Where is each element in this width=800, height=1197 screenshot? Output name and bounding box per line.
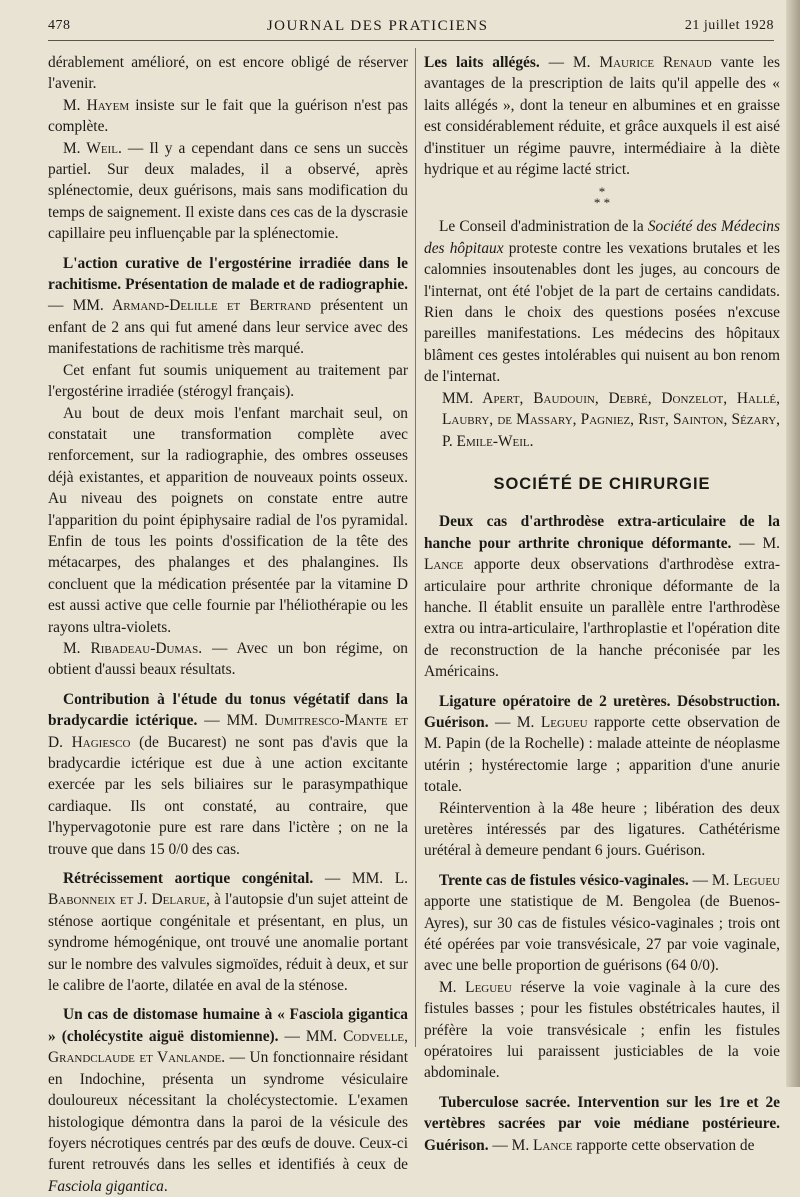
paragraph-text: réserve la voie vaginale à la cure des fistules basses ; pour les fistules obstétricales hautes, il préfère la voie transvésicale ; enfin les fistules opératoires lui paraissent justiciables de la voie abdominale. bbox=[424, 978, 780, 1082]
article-title: Tuberculose sacrée. Intervention sur les 1re et 2e vertèbres sacrées par voie médiane postérieure. Guérison. bbox=[424, 1093, 780, 1154]
article-text: (de Bucarest) ne sont pas d'avis que la bradycardie ictérique est due à une action excitante exercée par les sels biliaires sur le parasympathique cardiaque. Ils ont constaté, au contraire, que l'hypervagotonie pure est rare dans l'ictère ; on ne la trouve que dans 15 0/0 des cas. bbox=[48, 733, 408, 858]
article-text: rapporte cette observation de M. Papin (de la Rochelle) : malade atteinte de néoplasme utérin ; hystérectomie large ; apparition d'une anurie totale. bbox=[424, 713, 781, 796]
article-title: Un cas de distomase humaine à « Fasciola gigantica » (cholécystite aiguë distomienne). bbox=[48, 1006, 408, 1045]
article-title: Deux cas d'arthrodèse extra-articulaire de la hanche pour arthrite chronique déformante. bbox=[424, 513, 780, 552]
signatories: MM. Apert, Baudouin, Debré, Donzelot, Hallé, Laubry, de Massary, Pagniez, Rist, Sainton, Sézary, P. Emile-Weil. bbox=[442, 389, 780, 450]
asterism-top: * bbox=[598, 184, 606, 200]
article-text: . — Un fonctionnaire résidant en Indochine, présenta un syndrome vésiculaire douloureux nécessitant la cholécystectomie. L'examen histologique démontra dans la paroi de la vésicule des foyers nécrotiques centrés par des œufs de douve. Ceux-ci furent retrouvés dans les selles et identifiés à ceux de bbox=[48, 1049, 408, 1174]
article-authors: — MM. L. Babonneix et J. Delarue bbox=[48, 870, 408, 909]
article-authors: — M. Lance bbox=[488, 1136, 573, 1154]
article-authors: — MM. Armand-Delille et Bertrand bbox=[48, 297, 312, 315]
article-title: Rétrécissement aortique congénital. bbox=[63, 870, 314, 888]
paragraph: Cet enfant fut soumis uniquement au traitement par l'ergostérine irradiée (stérogyl français). bbox=[48, 361, 408, 401]
section-heading: SOCIÉTÉ DE CHIRURGIE bbox=[493, 474, 711, 493]
article-text: , à l'autopsie d'un sujet atteint de sténose aortique congénitale et présentant, en plus, un syndrome hémogénique, ont trouvé une anomalie portant sur le nombre des valvules sigmoïdes, réduit à deux, et sur le calibre de l'aorte, dilatée en aval de la sténose. bbox=[48, 891, 408, 995]
paragraph: Réintervention à la 48e heure ; libération des deux uretères intéressés par des ligatures. Cathétérisme urétéral à demeure pendant 6 jours. Guérison. bbox=[424, 799, 780, 860]
article-laits bbox=[424, 52, 780, 180]
article-authors: — MM. Dumitresco-Mante et D. Hagiesco bbox=[48, 712, 408, 751]
paragraph-text: . — Avec un bon régime, on obtient d'aussi beaux résultats. bbox=[48, 639, 408, 679]
left-column bbox=[48, 52, 408, 1197]
article-title: Contribution à l'étude du tonus végétatif dans la bradycardie ictérique. bbox=[48, 690, 408, 730]
article-authors: — M. Maurice Renaud bbox=[539, 54, 712, 71]
article-ligature bbox=[424, 691, 780, 798]
species-name: Fasciola gigantica bbox=[48, 1177, 164, 1195]
punctuation: . bbox=[163, 1177, 168, 1195]
speaker-name: M. Weil bbox=[63, 139, 118, 157]
article-retrecissement bbox=[48, 868, 408, 996]
article-text: rapporte cette observation de bbox=[572, 1136, 755, 1154]
society-name: Société des Médecins des hôpitaux bbox=[424, 218, 780, 257]
article-bradycardie bbox=[48, 689, 408, 860]
article-distomase bbox=[48, 1004, 408, 1197]
paragraph-text: . — Il y a cependant dans ce sens un succès partiel. Sur deux malades, il a observé, après splénectomie, deux guérisons, mais sans modification du temps de saignement. Il existe dans ces cas de la dyscrasie capillaire peu influençable par la splénectomie. bbox=[48, 139, 409, 243]
paragraph-text: insiste sur le fait que la guérison n'est pas complète. bbox=[48, 96, 408, 136]
article-authors: — M. Legueu bbox=[488, 713, 588, 731]
article-text: présentent un enfant de 2 ans qui fut amené dans leur service avec des manifestations de rachitisme très marqué. bbox=[48, 297, 408, 358]
asterism-bottom: * * bbox=[593, 195, 611, 211]
article-ergosterine bbox=[48, 253, 408, 360]
article-title: Les laits allégés. bbox=[424, 54, 540, 71]
article-tuberculose bbox=[424, 1092, 780, 1156]
paragraph: Au bout de deux mois l'enfant marchait seul, on constatait une transformation complète avec renforcement, sur la radiographie, des ombres osseuses déjà existantes, et apparition de nouveaux points osseux. Au niveau des poignets on constate entre autre l'apparition du point épiphysaire radial de l'os pyramidal. Enfin de tous les points d'ossification de la tête des métacarpes, des phalanges et des phalangines. Ils concluent que la médication présentée par la vitamine D est aussi active que celle fournie par l'héliothérapie ou les rayons ultra-violets. bbox=[48, 404, 408, 636]
speaker-name: M. Ribadeau-Dumas bbox=[63, 639, 199, 657]
page-number: 478 bbox=[48, 18, 71, 33]
article-fistules bbox=[424, 870, 780, 977]
article-title: Ligature opératoire de 2 uretères. Désobstruction. Guérison. bbox=[424, 692, 780, 731]
article-text: vante les avantages de la prescription de laits qu'il appelle des « laits allégés », dont la teneur en albumines et en graisse est considérablement réduite, et grâce auxquels il est aisé d'instituer un régime pauvre, intermédiaire à la diète hydrique et au régime lacté strict. bbox=[424, 54, 780, 179]
column-divider bbox=[415, 48, 416, 1047]
protest-notice bbox=[424, 216, 780, 387]
paragraph: dérablement amélioré, on est encore obligé de réserver l'avenir. bbox=[48, 54, 408, 93]
article-authors: — M. Lance bbox=[424, 534, 780, 574]
article-authors: — MM. Codvelle, Grandclaude et Vanlande bbox=[48, 1027, 408, 1067]
article-title: L'action curative de l'ergostérine irradiée dans le rachitisme. Présentation de malade et de radiographie. bbox=[48, 254, 408, 294]
paragraph bbox=[424, 977, 780, 1084]
notice-text: proteste contre les vexations brutales et les calomnies insoutenables dont les juges, au concours de l'internat, ont été l'objet de la part de certains candidats. Rien dans le choix des questions posées n'excuse pareilles manifestations. Les médecins des hôpitaux blâment ces gestes intolérables qui nuisent au bon renom de l'internat. bbox=[424, 239, 780, 386]
header-rule bbox=[48, 40, 774, 41]
speaker-name: M. Hayem bbox=[63, 96, 130, 114]
speaker-name: M. Legueu bbox=[439, 978, 512, 996]
paragraph bbox=[48, 95, 408, 138]
issue-date: 21 juillet 1928 bbox=[684, 18, 774, 33]
article-arthrodese bbox=[424, 511, 780, 682]
article-authors: — M. Legueu bbox=[688, 871, 780, 889]
notice-text: Le Conseil d'administration de la bbox=[439, 218, 648, 236]
asterism bbox=[424, 184, 780, 211]
article-text: apporte une statistique de M. Bengolea (de Buenos-Ayres), sur 30 cas de fistules vésico-vaginales ; trois ont été opérées par voie transvésicale, 27 par voie vaginale, avec une belle proportion de guérisons (64 0/0). bbox=[424, 893, 780, 975]
right-column bbox=[424, 52, 780, 1156]
page-header bbox=[48, 14, 774, 38]
paragraph bbox=[48, 638, 408, 681]
page-edge-shadow bbox=[786, 0, 800, 1087]
paragraph bbox=[48, 138, 408, 245]
journal-title: JOURNAL DES PRATICIENS bbox=[266, 17, 489, 34]
article-text: apporte deux observations d'arthrodèse extra-articulaire pour arthrite chronique déformante de la hanche. Il établit ensuite un parallèle entre l'arthrodèse extra ou intra-articulaire, l'arthroplastie et l'opération dite de reconstruction de la hanche préconisée par les Américains. bbox=[424, 556, 780, 681]
article-title: Trente cas de fistules vésico-vaginales. bbox=[439, 871, 689, 889]
